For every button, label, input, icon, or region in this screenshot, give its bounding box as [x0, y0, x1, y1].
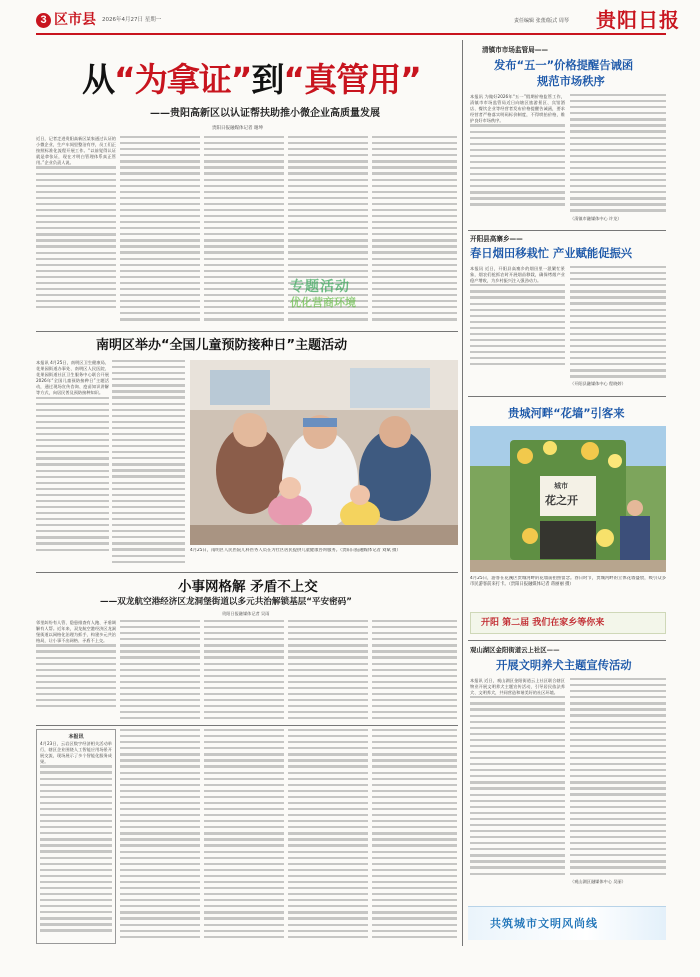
- side-story-title: 本报讯: [68, 734, 84, 740]
- divider-vaccine-bottom: [36, 572, 458, 573]
- masthead: [0, 0, 700, 40]
- guanshan-body-col2: [570, 678, 666, 900]
- grid-headline: 小事网格解 矛盾不上交: [178, 579, 318, 595]
- vaccine-headline: 南明区举办“全国儿童预防接种日”主题活动: [96, 338, 348, 353]
- lower-body-col5: [372, 729, 457, 944]
- issue-date: 2026年4月27日 星期一: [102, 17, 162, 23]
- grid-body-col3: [204, 620, 284, 722]
- flower-caption: 4月25日，游客在花溪区贵城河畔的花墙前拍照留念。春日时节，贵城河畔的立体花墙盛放，吸引众多市民游客前来打卡。（贵阳日报融媒体记者 蒋丽丽 摄）: [470, 576, 666, 587]
- kaiyang-promo-text: 开阳 第二届 我们在家乡等你来: [481, 618, 605, 628]
- price-headline-1: 发布“五一”价格提醒告诫函: [494, 59, 634, 72]
- price-source: （清镇市融媒体中心 许龙）: [570, 215, 622, 221]
- kaiyang-kicker: 开阳县高寨乡——: [470, 235, 523, 243]
- divider-price-bottom: [468, 230, 666, 231]
- grid-byline: 贵阳日报融媒体记者 吴雨: [222, 611, 270, 616]
- page-number-badge: [36, 13, 51, 28]
- special-topic-graphic: [290, 278, 372, 322]
- vaccine-body-col1: 本报讯 4月25日，南明区卫生健康局、花果园街道办事处、南明区人民医院、花果园街道社区卫生服务中心联合开展2026年“全国儿童预防接种日”主题活动，通过现场宣传咨询、疫苗知识讲解等方式，向居民普及预防接种知识。: [36, 360, 109, 570]
- flower-sign: 花之开: [545, 494, 578, 507]
- grid-body-col5: [372, 620, 457, 722]
- kaiyang-headline: 春日烟田移栽忙 产业赋能促振兴: [470, 247, 633, 260]
- grid-subtitle: ——双龙航空港经济区龙洞堡街道以多元共治解锁基层“平安密码”: [100, 597, 352, 607]
- guanshan-headline: 开展文明养犬主题宣传活动: [496, 659, 632, 672]
- lead-byline: 贵阳日报融媒体记者 谢坤: [212, 126, 263, 131]
- civility-footer-banner: [468, 906, 666, 940]
- grid-body-col2: [120, 620, 200, 722]
- page-number: 3: [40, 14, 47, 26]
- price-headline-2: 规范市场秩序: [537, 75, 605, 88]
- divider-right-column: [462, 40, 463, 946]
- paper-logo: 贵阳日报: [596, 8, 680, 32]
- divider-lead-bottom: [36, 331, 458, 332]
- lower-body-col3: [204, 729, 284, 944]
- lead-headline: 从“为拿证”到“真管用”: [82, 60, 421, 99]
- lead-subtitle: ——贵阳高新区以认证帮扶助推小微企业高质量发展: [150, 108, 380, 119]
- kaiyang-body-col2: [570, 266, 666, 392]
- lead-body-col3: [204, 136, 284, 326]
- lead-body-col5: [372, 136, 457, 326]
- editors: 责任编辑 张蕾/版式 周琴: [514, 18, 569, 24]
- vaccine-photo-illustration: [190, 360, 458, 545]
- kaiyang-promo-banner: [470, 612, 666, 634]
- civility-footer-text: 共筑城市文明风尚线: [490, 917, 598, 930]
- guanshan-body-col1: 本报讯 近日，观山湖区金阳街道云上社区联合辖区物业开展文明养犬主题宣传活动，引导居民依法养犬、文明养犬，共同营造和谐美好的社区环境。: [470, 678, 565, 900]
- section-name: 区市县: [54, 12, 96, 28]
- lower-body-col2: [120, 729, 200, 944]
- kaiyang-source: （开阳县融媒体中心 程晓婷）: [570, 381, 626, 387]
- guanshan-source: （观山湖区融媒体中心 吴丽）: [570, 878, 626, 884]
- side-story-box: [36, 729, 116, 944]
- special-topic-subtag: 优化营商环境: [290, 296, 356, 309]
- price-body-col1: 本报讯 为做好2026年“五一”假期价格监管工作，清镇市市场监管局近日向辖区旅游景区、宾馆酒店、餐饮企业等经营者发布价格提醒告诫函，要求经营者严格落实明码标价制度，不得哄抬价格，维护良好市场秩序。: [470, 94, 565, 228]
- price-body-col2: [570, 94, 666, 228]
- divider-banner-bottom: [468, 640, 666, 641]
- grid-body-col1: 邻里纠纷有人管、隐患排查有人跑、矛盾调解有人帮。近年来，双龙航空港经济区龙洞堡街道以网格化治理为抓手，构建多元共治格局，让小事不出网格、矛盾不上交。: [36, 620, 116, 722]
- lead-body-col2: [120, 136, 200, 326]
- special-topic-tag: 专题活动: [290, 279, 350, 295]
- lower-body-col4: [288, 729, 368, 944]
- masthead-rule: [36, 33, 666, 35]
- divider-kaiyang-bottom: [468, 396, 666, 397]
- kaiyang-body-col1: 本报讯 近日，开阳县高寨乡的烟田里一派繁忙景象，烟农们抢抓农时开展烟苗移栽，确保烤烟产业稳产增收，为乡村振兴注入强劲动力。: [470, 266, 565, 392]
- side-story-body: 4月23日，云岩区数字经济相关活动举行，辖区企业围绕人工智能应用场景开展交流，现场展示了多个智能化服务成果。: [40, 741, 112, 941]
- flower-photo: [470, 426, 666, 572]
- guanshan-kicker: 观山湖区金阳街道云上社区——: [470, 646, 560, 654]
- vaccine-photo: [190, 360, 458, 545]
- flower-sign-sub: 城市: [554, 482, 568, 490]
- lead-body-col1: 近日，记者走进贵阳高新区某家通过认证的小微企业，生产车间里整洁有序，员工们正按照标准化流程开展工作。“以前觉得认证就是拿张证，现在才明白管理体系真正管用。”企业负责人说。: [36, 136, 116, 326]
- divider-grid-bottom: [36, 725, 458, 726]
- vaccine-caption: 4月25日，南明区人民医院儿科医务人员在为社区居民提供儿童健康咨询服务。（贵阳日报融媒体记者 刘斌 摄）: [190, 548, 401, 553]
- vaccine-body-col2: [112, 360, 185, 570]
- grid-body-col4: [288, 620, 368, 722]
- flower-headline: 贵城河畔“花墙”引客来: [508, 407, 625, 420]
- price-kicker: 清镇市市场监管局——: [482, 46, 548, 54]
